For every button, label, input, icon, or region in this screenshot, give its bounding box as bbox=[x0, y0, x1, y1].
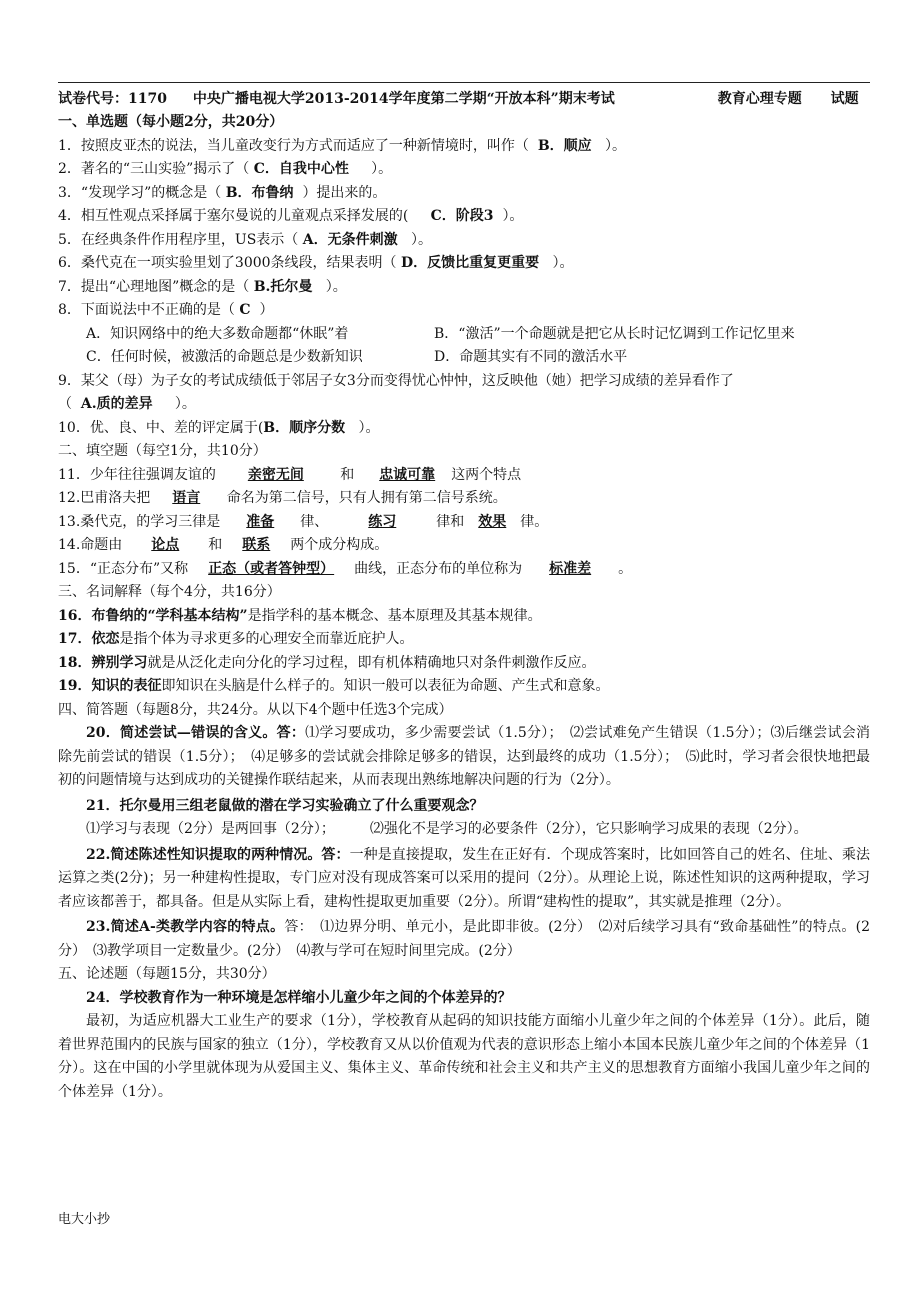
section-5-title: 五、论述题（每题15分，共30分） bbox=[58, 966, 276, 982]
answer-21: ⑴学习与表现（2分）是两回事（2分）； ⑵强化不是学习的必要条件（2分），它只影响学习成果的表现（2分）。 bbox=[86, 821, 808, 837]
blank-14-1: 论点 bbox=[151, 537, 180, 553]
question-8: 8．下面说法中不正确的是（ C ） bbox=[58, 302, 274, 318]
question-19: 19．知识的表征即知识在头脑是什么样子的。知识一般可以表征为命题、产生式和意象。 bbox=[58, 678, 610, 694]
question-8-options-cd bbox=[58, 346, 870, 370]
option-b: B．“激活”一个命题就是把它从长时记忆调到工作记忆里来 bbox=[434, 325, 795, 342]
header-rule bbox=[58, 82, 870, 83]
question-16: 16．布鲁纳的“学科基本结构”是指学科的基本概念、基本原理及其基本规律。 bbox=[58, 607, 542, 624]
blank-15-1: 正态（或者答钟型） bbox=[208, 560, 335, 577]
section-2-title: 二、填空题（每空1分，共10分） bbox=[58, 443, 267, 459]
option-c: C．任何时候，被激活的命题总是少数新知识 bbox=[86, 349, 363, 365]
exam-page bbox=[58, 82, 870, 1104]
blank-15-2: 标准差 bbox=[549, 560, 592, 577]
exam-label: 试题 bbox=[830, 91, 859, 107]
question-21: 21．托尔曼用三组老鼠做的潜在学习实验确立了什么重要观念？ bbox=[86, 797, 484, 814]
question-12: 12.巴甫洛夫把 语言 命名为第二信号，只有人拥有第二信号系统。 bbox=[58, 487, 870, 511]
question-3: 3．“发现学习”的概念是（ B．布鲁纳 ）提出来的。 bbox=[58, 184, 387, 201]
blank-13-1: 准备 bbox=[246, 513, 275, 530]
answer-6: D．反馈比重复更重要 bbox=[401, 255, 540, 271]
question-14: 14.命题由 论点 和 联系 两个成分构成。 bbox=[58, 534, 870, 558]
question-10: 10．优、良、中、差的评定属于(B．顺序分数 ）。 bbox=[58, 419, 380, 436]
question-13: 13.桑代克，的学习三律是 准备 律、 练习 律和 效果 律。 bbox=[58, 511, 870, 535]
question-8-options-ab bbox=[58, 323, 870, 347]
answer-4: C．阶段3 bbox=[430, 208, 494, 224]
answer-5: A．无条件刺激 bbox=[302, 231, 398, 248]
exam-header bbox=[58, 87, 870, 111]
answer-10: B．顺序分数 bbox=[263, 419, 346, 436]
section-3-title: 三、名词解释（每个4分，共16分） bbox=[58, 584, 281, 600]
exam-subject: 教育心理专题 bbox=[717, 91, 802, 107]
answer-8: C bbox=[239, 302, 251, 318]
answer-9: A.质的差异 bbox=[80, 396, 153, 412]
option-a: A．知识网络中的绝大多数命题都“休眠”着 bbox=[86, 325, 349, 342]
question-9-answer-line: （ A.质的差异 ）。 bbox=[58, 396, 196, 412]
question-6: 6．桑代克在一项实验里划了3000条线段，结果表明（ D．反馈比重复更重要 ）。 bbox=[58, 255, 574, 271]
section-1-title: 一、单选题（每小题2分，共20分） bbox=[58, 114, 284, 130]
blank-14-2: 联系 bbox=[242, 537, 271, 553]
option-d: D．命题其实有不同的激活水平 bbox=[434, 349, 628, 365]
exam-school: 中央广播电视大学2013-2014学年度第二学期“开放本科”期末考试 bbox=[192, 91, 615, 107]
question-23: 23.简述A-类教学内容的特点。答： ⑴边界分明、单元小，是此即非彼。(2分） ⑵对后续学习具有“致命基础性”的特点。(2分） ⑶教学项目一定数量少。(2分） ⑷教与学可在短时间里完成。(2分） bbox=[58, 919, 870, 959]
answer-1: B．顺应 bbox=[537, 137, 592, 154]
question-4: 4．相互性观点采择属于塞尔曼说的儿童观点采择发展的( C．阶段3 ）。 bbox=[58, 208, 524, 224]
question-9: 9．某父（母）为子女的考试成绩低于邻居子女3分而变得忧心忡忡，这反映他（她）把学习成绩的差异看作了 bbox=[58, 372, 734, 389]
question-7: 7．提出“心理地图”概念的是（ B.托尔曼 ）。 bbox=[58, 278, 347, 295]
question-11: 11．少年往往强调友谊的 亲密无间 和 忠诚可靠 这两个特点 bbox=[58, 464, 870, 488]
question-15: 15．“正态分布”又称 正态（或者答钟型） 曲线，正态分布的单位称为 标准差 。 bbox=[58, 558, 870, 582]
question-20: 20．简述尝试—错误的含义。答：⑴学习要成功，多少需要尝试（1.5分）； ⑵尝试难免产生错误（1.5分）；⑶后继尝试会消除先前尝试的错误（1.5分）； ⑷足够多的尝试就会排除足够多的错误，达到最终的成功（1.5分）； ⑸此时，学习者会很快地把最初的问题情境与达到成功的关键操作联结起来，从而表现出熟练地解决问题的行为（2分）。 bbox=[58, 725, 870, 788]
answer-24: 最初，为适应机器大工业生产的要求（1分），学校教育从起码的知识技能方面缩小儿童少年之间的个体差异（1分）。此后，随着世界范围内的民族与国家的独立（1分），学校教育又从以价值观为代表的意识形态上缩小本国本民族儿童少年之间的个体差异（1分）。这在中国的小学里就体现为从爱国主义、集体主义、革命传统和社会主义和共产主义的思想教育方面缩小我国儿童少年之间的个体差异（1分）。 bbox=[58, 1013, 870, 1100]
page-footer: 电大小抄 bbox=[58, 1212, 111, 1227]
blank-13-2: 练习 bbox=[368, 513, 397, 530]
question-24: 24．学校教育作为一种环境是怎样缩小儿童少年之间的个体差异的？ bbox=[86, 989, 512, 1006]
answer-3: B．布鲁纳 bbox=[225, 184, 294, 201]
question-18: 18．辨别学习就是从泛化走向分化的学习过程，即有机体精确地只对条件刺激作反应。 bbox=[58, 654, 596, 671]
question-22: 22.简述陈述性知识提取的两种情况。答：一种是直接提取，发生在正好有．个现成答案时，比如回答自己的姓名、住址、乘法运算之类(2分)；另一种建构性提取，专门应对没有现成答案可以采用的提问（2分）。从理论上说，陈述性知识的这两种提取，学习者应该都善于，都具备。但是从实际上看，建构性提取更加重要（2分）。所谓“建构性的提取”，其实就是推理（2分）。 bbox=[58, 846, 871, 910]
question-2: 2．著名的“三山实验”揭示了（ C．自我中心性 ）。 bbox=[58, 161, 393, 177]
question-17: 17．依恋是指个体为寻求更多的心理安全而靠近庇护人。 bbox=[58, 631, 414, 647]
blank-11-1: 亲密无间 bbox=[247, 466, 304, 483]
question-5: 5．在经典条件作用程序里，US表示（ A．无条件刺激 ）。 bbox=[58, 231, 432, 248]
blank-13-3: 效果 bbox=[478, 513, 507, 530]
blank-12-1: 语言 bbox=[172, 490, 201, 506]
answer-7: B.托尔曼 bbox=[253, 278, 313, 295]
blank-11-2: 忠诚可靠 bbox=[379, 466, 436, 483]
answer-2: C．自我中心性 bbox=[253, 161, 349, 177]
section-4-title: 四、简答题（每题8分，共24分。从以下4个题中任选3个完成） bbox=[58, 701, 453, 718]
exam-code: 试卷代号：1170 bbox=[58, 91, 167, 107]
question-1: 1．按照皮亚杰的说法，当儿童改变行为方式而适应了一种新情境时，叫作（ B．顺应 ）。 bbox=[58, 137, 627, 154]
